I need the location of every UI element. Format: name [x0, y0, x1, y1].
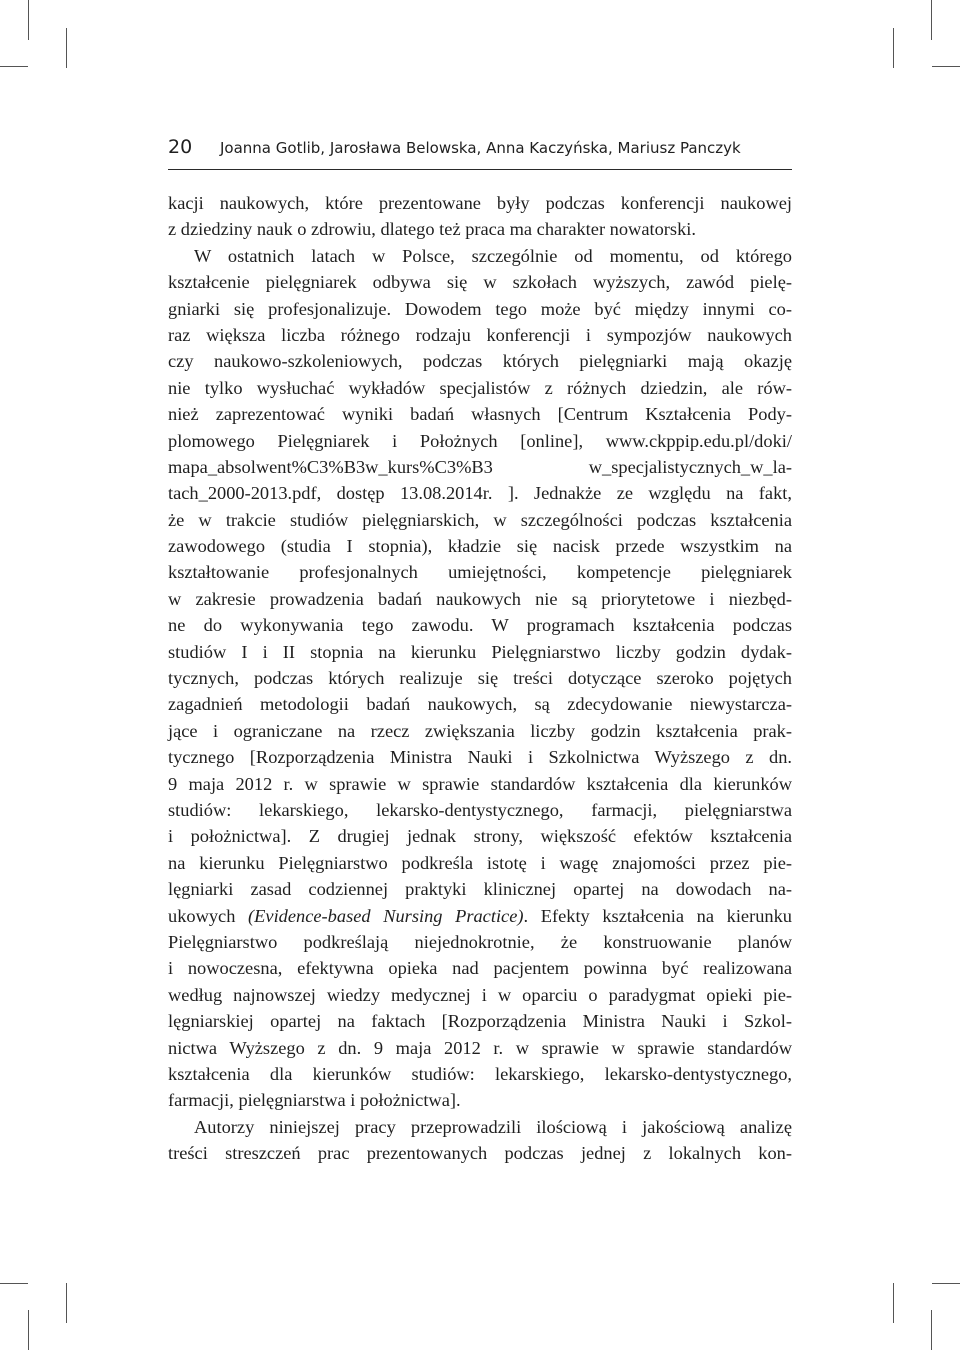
text-line: 9 maja 2012 r. w sprawie w sprawie standardów kształcenia dla kierunków	[168, 773, 792, 794]
text-line: nictwa Wyższego z dn. 9 maja 2012 r. w sprawie w sprawie standardów	[168, 1037, 792, 1058]
text-line: że w trakcie studiów pielęgniarskich, w szczególności podczas kształcenia	[168, 509, 792, 530]
text-line: kacji naukowych, które prezentowane były podczas konferencji naukowej	[168, 193, 792, 213]
text-line: gniarki się profesjonalizuje. Dowodem tego może być między innymi co-	[168, 298, 792, 319]
running-header	[168, 132, 792, 166]
text-line: raz większa liczba różnego rodzaju konferencji i sympozjów naukowych	[168, 324, 792, 345]
text-line: mapa_absolwent%C3%B3w_kurs%C3%B3 w_specjalistycznych_w_la-	[168, 456, 792, 477]
text-line: kształcenia dla kierunków studiów: lekarskiego, lekarsko-dentystycznego,	[168, 1063, 792, 1084]
text-line: zagadnień metodologii badań naukowych, są zdecydowanie niewystarcza-	[168, 694, 792, 715]
crop-mark-top-left	[28, 0, 29, 40]
crop-mark-bottom-left	[28, 1310, 29, 1350]
text-line: ne do wykonywania tego zawodu. W programach kształcenia podczas	[168, 615, 792, 636]
text-line: lęgniarki zasad codziennej praktyki klinicznej opartej na dowodach na-	[168, 879, 792, 900]
text-line: w zakresie prowadzenia badań naukowych nie są priorytetowe i niezbęd-	[168, 588, 792, 609]
text-run: ukowych	[168, 905, 249, 926]
crop-mark-bottom-left-inner	[66, 1283, 67, 1323]
text-line: studiów I i II stopnia na kierunku Pielęgniarstwo liczby godzin dydak-	[168, 641, 792, 662]
text-line: plomowego Pielęgniarek i Położnych [online], www.ckppip.edu.pl/doki/	[168, 430, 792, 451]
text-line: nie tylko wysłuchać wykładów specjalistów z różnych dziedzin, ale rów-	[168, 377, 792, 398]
text-line: Pielęgniarstwo podkreślają niejednokrotnie, że konstruowanie planów	[168, 931, 792, 952]
crop-mark-top-left-h	[0, 66, 28, 67]
crop-mark-bottom-right-h	[932, 1283, 960, 1284]
crop-mark-top-right-inner	[893, 28, 894, 68]
header-authors: Joanna Gotlib, Jarosława Belowska, Anna Kaczyńska, Mariusz Panczyk	[220, 139, 741, 157]
text-line: farmacji, pielęgniarstwa i położnictwa].	[168, 1090, 461, 1111]
text-line: nież zaprezentować wyniki badań własnych [Centrum Kształcenia Pody-	[168, 404, 792, 425]
text-line: kształtowanie profesjonalnych umiejętności, kompetencje pielęgniarek	[168, 562, 792, 583]
paragraph-2	[168, 1114, 792, 1167]
text-line: W ostatnich latach w Polsce, szczególnie od momentu, od którego	[194, 245, 792, 266]
text-line: kształcenie pielęgniarek odbywa się w szkołach wyższych, zawód pielę-	[168, 272, 792, 293]
text-line: zawodowego (studia I stopnia), kładzie się nacisk przede wszystkim na	[168, 536, 792, 557]
text-line: lęgniarskiej opartej na faktach [Rozporządzenia Ministra Nauki i Szkol-	[168, 1011, 792, 1032]
text-line: Autorzy niniejszej pracy przeprowadzili ilościową i jakościową analizę	[194, 1116, 792, 1137]
crop-mark-bottom-right-inner	[893, 1283, 894, 1323]
text-line: tycznych, podczas których realizuje się treści dotyczące szeroko pojętych	[168, 668, 792, 689]
text-line: z dziedziny nauk o zdrowiu, dlatego też praca ma charakter nowatorski.	[168, 219, 696, 240]
crop-mark-bottom-right	[931, 1310, 932, 1350]
text-line: według najnowszej wiedzy medycznej i w oparciu o paradygmat opieki pie-	[168, 984, 792, 1005]
italic-term: (Evidence-based Nursing Practice)	[248, 905, 524, 926]
text-line: studiów: lekarskiego, lekarsko-dentystycznego, farmacji, pielęgniarstwa	[168, 799, 792, 820]
crop-mark-bottom-left-h	[0, 1283, 28, 1284]
page-number: 20	[168, 136, 193, 158]
text-line: tycznego [Rozporządzenia Ministra Nauki i Szkolnictwa Wyższego z dn.	[168, 747, 792, 768]
text-line: jące i ograniczane na rzecz zwiększania liczby godzin kształcenia prak-	[168, 720, 792, 741]
crop-mark-top-left-inner	[66, 28, 67, 68]
text-line: na kierunku Pielęgniarstwo podkreśla istotę i wagę znajomości przez pie-	[168, 852, 792, 873]
text-line: i nowoczesna, efektywna opieka nad pacjentem powinna być realizowana	[168, 958, 792, 979]
crop-mark-top-right-h	[932, 66, 960, 67]
text-line	[168, 903, 792, 929]
header-rule	[168, 169, 792, 170]
body-text	[168, 190, 792, 1166]
paragraph-1	[168, 190, 792, 1114]
text-line: i położnictwa]. Z drugiej jednak strony, większość efektów kształcenia	[168, 826, 792, 847]
text-line: treści streszczeń prac prezentowanych podczas jednej z lokalnych kon-	[168, 1143, 792, 1164]
crop-mark-top-right	[931, 0, 932, 40]
text-line: czy naukowo-szkoleniowych, podczas których pielęgniarki mają okazję	[168, 351, 792, 372]
text-line: tach_2000-2013.pdf, dostęp 13.08.2014r. ]. Jednakże ze względu na fakt,	[168, 483, 792, 504]
text-run: . Efekty kształcenia na kierunku	[523, 905, 792, 926]
